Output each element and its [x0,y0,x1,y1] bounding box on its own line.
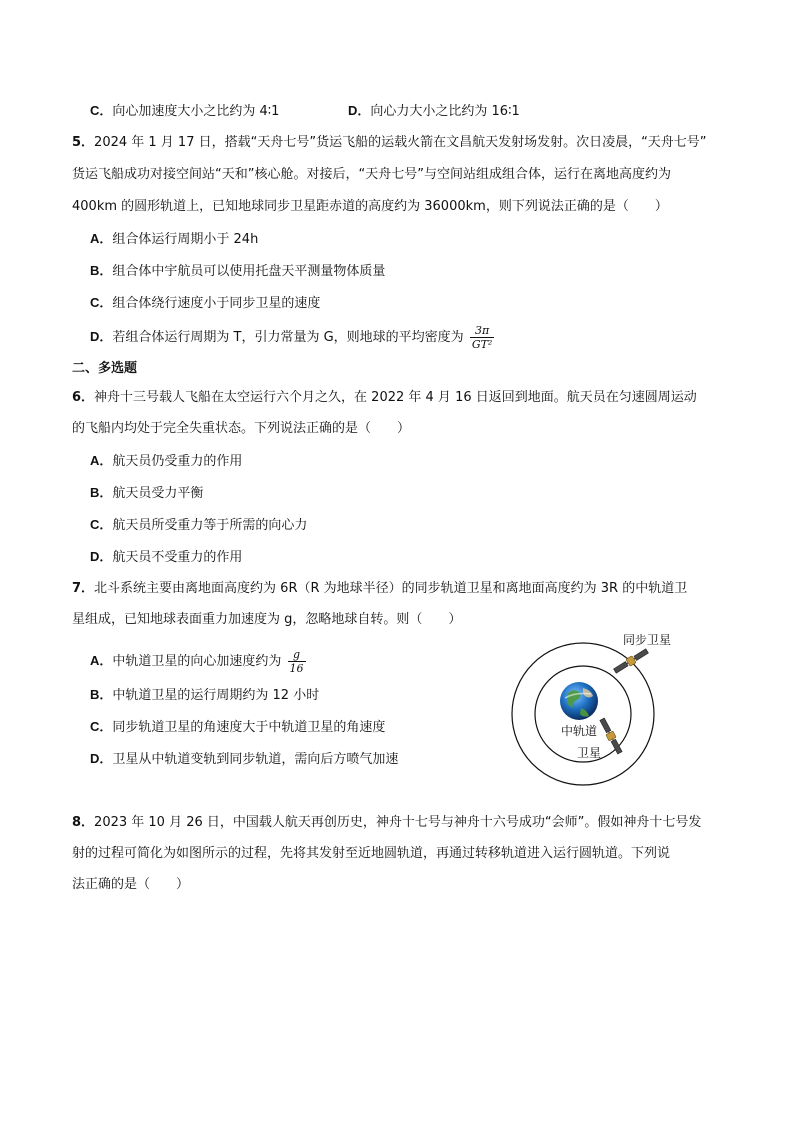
q7-option-a: A．中轨道卫星的向心加速度约为 $\frac{g}{16}$ [90,648,304,675]
q8-stem-line2: 射的过程可简化为如图所示的过程，先将其发射至近地圆轨道，再通过转移轨道进入运行圆轨道。下列说 [72,846,671,861]
q8-stem-line1: 8．2023 年 10 月 26 日，中国载人航天再创历史，神舟十七号与神舟十六号成功“会师”。假如神舟十七号发 [72,815,702,830]
q5-option-b: B．组合体中宇航员可以使用托盘天平测量物体质量 [90,263,386,279]
q6-option-d: D．航天员不受重力的作用 [90,549,243,565]
mid-satellite-label-2: 卫星 [577,746,602,760]
q5-option-c: C．组合体绕行速度小于同步卫星的速度 [90,295,321,311]
orbit-diagram [505,628,695,788]
mid-satellite-icon [599,717,624,754]
q5-option-a: A．组合体运行周期小于 24h [90,231,259,247]
q7-option-d: D．卫星从中轨道变轨到同步轨道，需向后方喷气加速 [90,751,399,767]
q7-option-c: C．同步轨道卫星的角速度大于中轨道卫星的角速度 [90,719,386,735]
q6-stem-line1: 6．神舟十三号载人飞船在太空运行六个月之久，在 2022 年 4 月 16 日返回到地面。航天员在匀速圆周运动 [72,390,697,405]
q5-stem-line2: 货运飞船成功对接空间站“天和”核心舱。对接后，“天舟七号”与空间站组成组合体，运行在离地高度约为 [72,167,671,182]
section-multiple-choice-heading: 二、多选题 [72,361,138,376]
q6-option-a: A．航天员仍受重力的作用 [90,453,243,469]
q5-number: 5． [72,135,95,150]
q4-option-c: C．向心加速度大小之比约为 4∶1 [90,103,280,119]
q7-stem-line2: 星组成，已知地球表面重力加速度为 g，忽略地球自转。则（ ） [72,612,462,627]
q5-option-d: D．若组合体运行周期为 T，引力常量为 G，则地球的平均密度为 $\frac{3\pi}{\text{GT²}}$ [90,324,493,351]
earth-icon [560,682,598,720]
mid-satellite-label-1: 中轨道 [561,724,598,738]
q4-option-d: D．向心力大小之比约为 16∶1 [348,103,520,119]
q6-option-c: C．航天员所受重力等于所需的向心力 [90,517,308,533]
sync-satellite-icon [613,648,649,675]
acceleration-fraction: $\frac{g}{16}$ [289,648,304,675]
q7-number: 7． [72,581,95,596]
density-fraction: $\frac{3\pi}{\text{GT²}}$ [471,324,493,351]
sync-satellite-label: 同步卫星 [623,633,672,647]
q7-option-b: B．中轨道卫星的运行周期约为 12 小时 [90,687,320,703]
q6-number: 6． [72,390,95,405]
q8-stem-line3: 法正确的是（ ） [72,877,190,892]
q6-option-b: B．航天员受力平衡 [90,485,204,501]
q5-stem-line1: 5．2024 年 1 月 17 日，搭载“天舟七号”货运飞船的运载火箭在文昌航天发射场发射。次日凌晨，“天舟七号” [72,135,707,150]
q5-stem-line3: 400km 的圆形轨道上，已知地球同步卫星距赤道的高度约为 36000km，则下列说法正确的是（ ） [72,199,668,214]
q7-stem-line1: 7．北斗系统主要由离地面高度约为 6R（R 为地球半径）的同步轨道卫星和离地面高度约为 3R 的中轨道卫 [72,581,688,596]
q6-stem-line2: 的飞船内均处于完全失重状态。下列说法正确的是（ ） [72,421,411,436]
q8-number: 8． [72,815,95,830]
